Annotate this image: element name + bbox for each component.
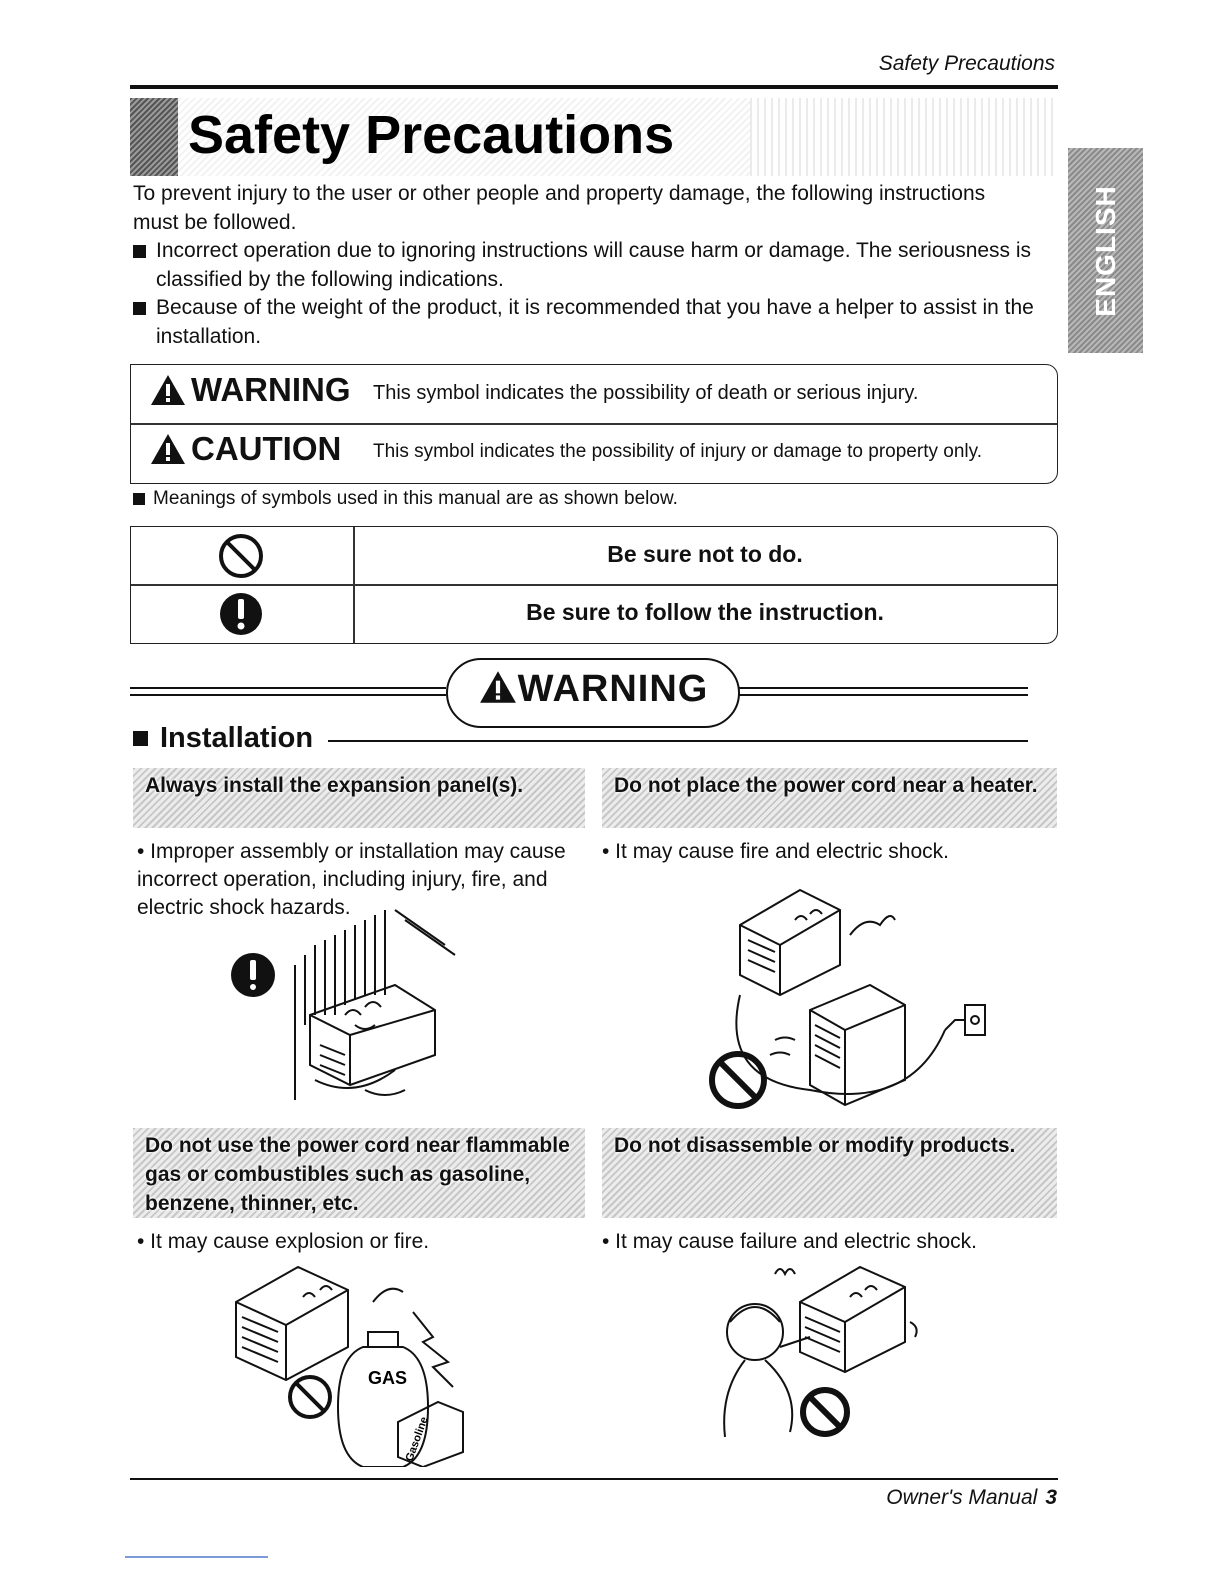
warning-word: WARNING xyxy=(191,371,351,408)
warning-row xyxy=(131,365,1057,423)
note-disassemble: • It may cause failure and electric shock. xyxy=(602,1230,978,1253)
mandatory-icon xyxy=(217,590,265,638)
mandatory-meaning: Be sure to follow the instruction. xyxy=(526,599,884,625)
symbol-meaning-table xyxy=(130,526,1058,644)
header-rule xyxy=(130,85,1058,89)
caution-word: CAUTION xyxy=(191,430,342,467)
footer-rule xyxy=(130,1478,1058,1480)
footer-manual-title: Owner's Manual xyxy=(886,1486,1038,1509)
warning-section-badge xyxy=(446,658,740,728)
running-header: Safety Precautions xyxy=(878,52,1055,75)
title-banner xyxy=(130,98,1058,176)
scan-artifact-line xyxy=(125,1556,268,1558)
meaning-note xyxy=(133,488,678,510)
note-flammable-gas: • It may cause explosion or fire. xyxy=(137,1230,430,1253)
intro-bullet: Incorrect operation due to ignoring instructions will cause harm or damage. The seriousness is classified by the following indications. xyxy=(133,237,1058,294)
expansion-panel-illustration xyxy=(225,905,465,1105)
intro-bullet: Because of the weight of the product, it is recommended that you have a helper to assist in the installation. xyxy=(133,294,1056,351)
warning-rule-right xyxy=(736,687,1028,696)
installation-rule xyxy=(328,740,1028,742)
bullet-square-icon xyxy=(133,731,148,746)
language-tab xyxy=(1068,148,1143,353)
caption-expansion-panel xyxy=(133,768,585,828)
caution-triangle-icon xyxy=(149,432,187,466)
warning-triangle-icon xyxy=(149,373,187,407)
caption-text: Always install the expansion panel(s). xyxy=(145,774,524,797)
banner-shade-block xyxy=(130,98,178,176)
meaning-note-text: Meanings of symbols used in this manual are as shown below. xyxy=(153,488,678,509)
warning-triangle-icon xyxy=(478,669,518,705)
disassemble-illustration xyxy=(700,1262,930,1442)
page-title: Safety Precautions xyxy=(188,105,675,165)
caution-row xyxy=(131,424,1057,482)
caption-text: Do not use the power cord near flammable gas or combustibles such as gasoline, benzene, thinner, etc. xyxy=(145,1134,570,1215)
caption-cord-heater xyxy=(602,768,1057,828)
caution-label xyxy=(149,430,341,468)
caption-flammable-gas xyxy=(133,1128,585,1218)
caption-text: Do not disassemble or modify products. xyxy=(614,1134,1016,1157)
warning-description: This symbol indicates the possibility of death or serious injury. xyxy=(373,382,919,404)
intro-paragraph: To prevent injury to the user or other people and property damage, the following instructions must be followed. xyxy=(133,182,986,234)
intro-text xyxy=(133,180,1058,351)
gasoline-label: Gasoline xyxy=(403,1415,431,1464)
caption-disassemble xyxy=(602,1128,1057,1218)
gas-illustration xyxy=(228,1262,478,1467)
bullet-square-icon xyxy=(133,493,145,505)
page-number: 3 xyxy=(1045,1486,1057,1509)
installation-heading-text: Installation xyxy=(160,722,314,754)
table-hline xyxy=(131,584,1057,586)
prohibited-icon xyxy=(217,532,265,580)
note-cord-heater: • It may cause fire and electric shock. xyxy=(602,840,949,863)
warning-label xyxy=(149,371,351,409)
caution-description: This symbol indicates the possibility of injury or damage to property only. xyxy=(373,441,982,462)
page-footer xyxy=(780,1486,1057,1510)
note-expansion-panel: • Improper assembly or installation may cause incorrect operation, including injury, fire, and electric shock hazards. xyxy=(137,840,566,919)
language-tab-label: ENGLISH xyxy=(1089,184,1121,317)
banner-hatch xyxy=(750,98,1058,176)
heater-illustration xyxy=(700,880,1000,1112)
symbol-legend-box xyxy=(130,364,1058,484)
warning-section-word: WARNING xyxy=(517,668,709,710)
caption-text: Do not place the power cord near a heater. xyxy=(614,774,1038,797)
installation-heading xyxy=(133,722,313,755)
prohibited-meaning: Be sure not to do. xyxy=(607,541,803,567)
warning-section-label xyxy=(448,668,738,711)
warning-rule-left xyxy=(130,687,446,696)
gas-label: GAS xyxy=(368,1368,408,1388)
